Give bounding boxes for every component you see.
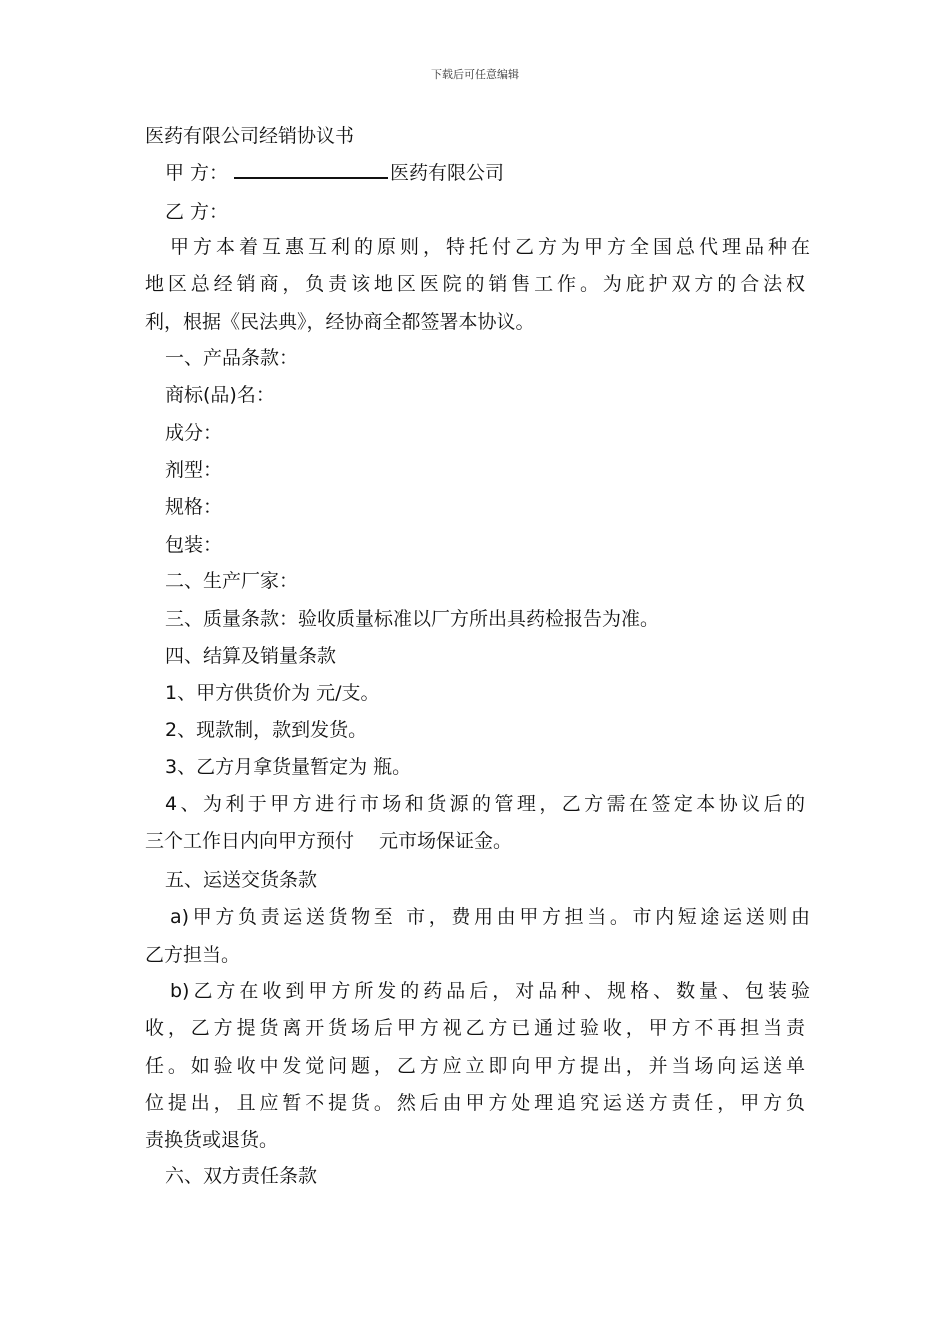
settlement-item-4-line-1: 4、为利于甲方进行市场和货源的管理，乙方需在签定本协议后的 — [165, 793, 805, 815]
section3-heading: 三、质量条款：验收质量标准以厂方所出具药检报告为准。 — [165, 608, 660, 630]
party-a-blank — [234, 160, 388, 179]
section5-heading: 五、运送交货条款 — [165, 869, 318, 891]
delivery-a-line-2: 乙方担当。 — [145, 944, 241, 966]
product-item: 包装： — [165, 534, 223, 556]
settlement-item: 2、现款制，款到发货。 — [165, 719, 368, 741]
settlement-item: 1、甲方供货价为 元/支。 — [165, 682, 380, 704]
section2-heading: 二、生产厂家： — [165, 570, 299, 592]
party-a-label: 甲 方： — [165, 162, 229, 184]
settlement-item-4-line-2: 三个工作日内向甲方预付 元市场保证金。 — [145, 830, 513, 852]
section1-heading: 一、产品条款： — [165, 347, 299, 369]
party-a-line — [165, 160, 504, 185]
product-item: 剂型： — [165, 459, 223, 481]
document-body — [145, 0, 810, 1344]
section4-heading: 四、结算及销量条款 — [165, 645, 337, 667]
intro-line-3: 利，根据《民法典》，经协商全都签署本协议。 — [145, 311, 535, 333]
page-header: 下载后可任意编辑 — [431, 68, 519, 81]
delivery-b-line-5: 责换货或退货。 — [145, 1129, 279, 1151]
document-title: 医药有限公司经销协议书 — [145, 125, 355, 147]
delivery-b-line-4: 位提出，且应暂不提货。然后由甲方处理追究运送方责任，甲方负 — [145, 1092, 805, 1114]
delivery-b-line-1: b)乙方在收到甲方所发的药品后，对品种、规格、数量、包装验 — [170, 980, 810, 1002]
intro-line-2: 地区总经销商，负责该地区医院的销售工作。为庇护双方的合法权 — [145, 273, 805, 295]
settlement-item: 3、乙方月拿货量暂定为 瓶。 — [165, 756, 412, 778]
delivery-a-line-1: a)甲方负责运送货物至 市，费用由甲方担当。市内短途运送则由 — [170, 906, 810, 928]
delivery-b-line-3: 任。如验收中发觉问题，乙方应立即向甲方提出，并当场向运送单 — [145, 1055, 805, 1077]
product-item: 成分： — [165, 422, 223, 444]
section6-heading: 六、双方责任条款 — [165, 1165, 318, 1187]
product-item: 规格： — [165, 496, 223, 518]
product-item: 商标(品)名： — [165, 384, 275, 406]
party-a-suffix: 医药有限公司 — [390, 162, 505, 184]
party-b-label: 乙 方： — [165, 201, 229, 223]
intro-line-1: 甲方本着互惠互利的原则，特托付乙方为甲方全国总代理品种在 — [170, 236, 810, 258]
delivery-b-line-2: 收，乙方提货离开货场后甲方视乙方已通过验收，甲方不再担当责 — [145, 1017, 805, 1039]
